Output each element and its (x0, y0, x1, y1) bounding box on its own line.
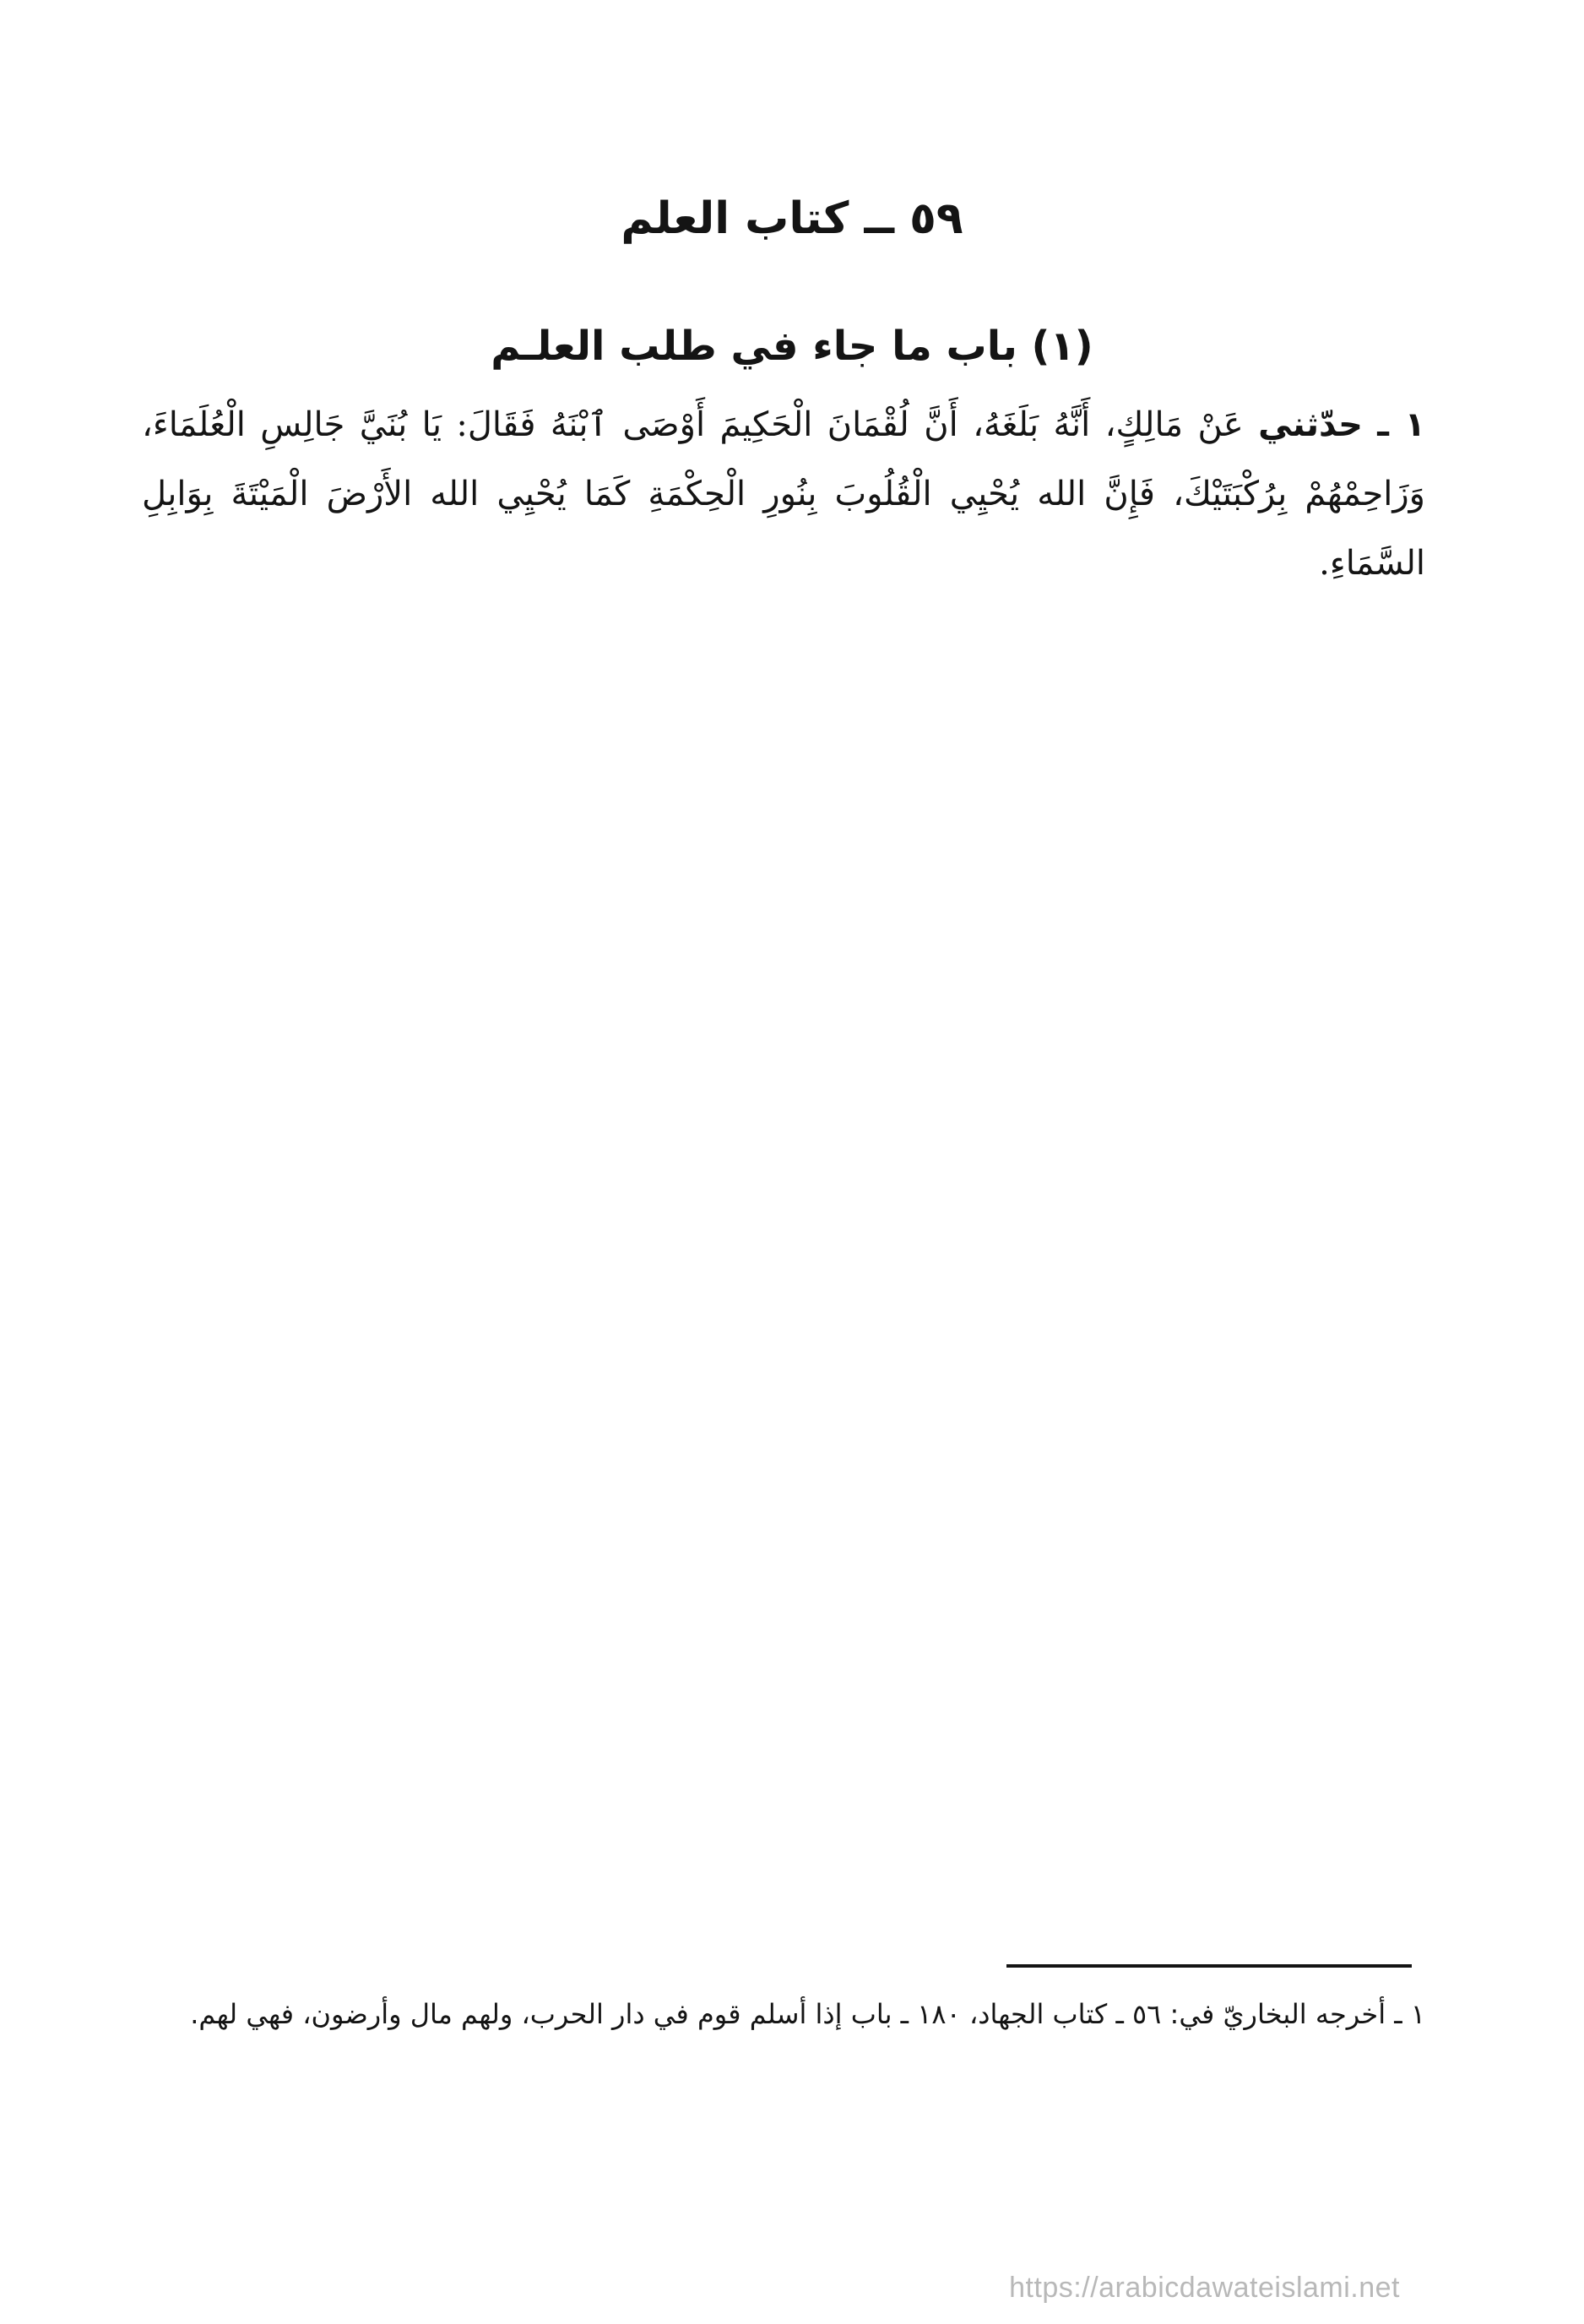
hadith-lead-word: حدّثني (1258, 405, 1363, 444)
hadith-paragraph (142, 390, 1425, 598)
footnote-divider (1006, 1964, 1412, 1968)
hadith-number: ١ ـ (1377, 405, 1425, 444)
chapter-title: (١) باب ما جاء في طلب العلـم (491, 323, 1093, 370)
footnote: ١ ـ أخرجه البخاريّ في: ٥٦ ـ كتاب الجهاد، ١٨٠ ـ باب إذا أسلم قوم في دار الحرب، ولهم مال وأرضون، فهي لهم. (190, 1998, 1425, 2030)
book-title: ٥٩ ــ كتاب العلم (621, 193, 963, 244)
hadith-text: عَنْ مَالِكٍ، أَنَّهُ بَلَغَهُ، أَنَّ لُقْمَانَ الْحَكِيمَ أَوْصَى ٱبْنَهُ فَقَالَ: يَا بُنَيَّ جَالِسِ الْعُلَمَاءَ، وَزَاحِمْهُمْ بِرُكْبَتَيْكَ، فَإِنَّ الله يُحْيِي الْقُلُوبَ بِنُورِ الْحِكْمَةِ كَمَا يُحْيِي الله الأَرْضَ الْمَيْتَةَ بِوَابِلِ السَّمَاءِ. (142, 405, 1425, 583)
source-watermark: https://arabicdawateislami.net (1009, 2272, 1400, 2304)
